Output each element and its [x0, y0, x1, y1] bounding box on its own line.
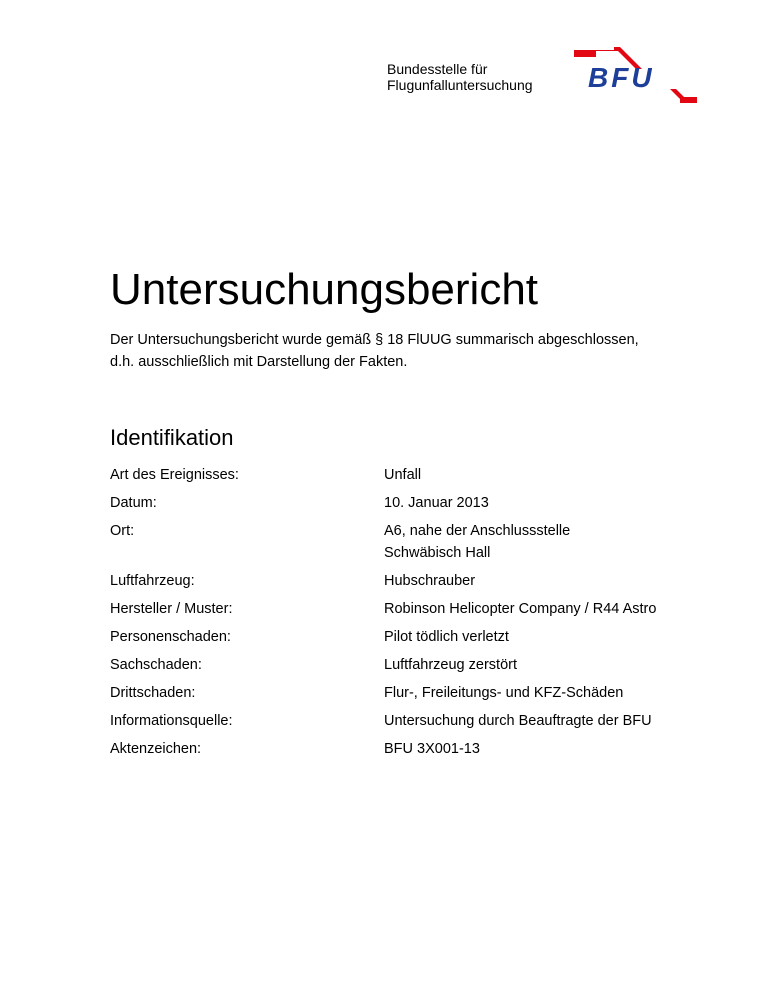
- logo-text: BFU: [588, 62, 655, 93]
- fact-value: [384, 710, 652, 732]
- fact-label: Art des Ereignisses:: [110, 467, 239, 483]
- fact-row: [110, 520, 730, 564]
- fact-value-line: Flur-, Freileitungs- und KFZ-Schäden: [384, 685, 624, 701]
- fact-value-line: Luftfahrzeug zerstört: [384, 657, 517, 673]
- fact-row: [110, 492, 730, 514]
- identification-table: [110, 464, 730, 766]
- fact-label: Aktenzeichen:: [110, 741, 202, 757]
- fact-label: Hersteller / Muster:: [110, 601, 233, 617]
- report-title: Untersuchungsbericht: [110, 265, 539, 314]
- fact-label: Drittschaden:: [110, 685, 196, 701]
- fact-value: [384, 654, 517, 676]
- fact-label: Luftfahrzeug:: [110, 573, 195, 589]
- fact-value-line: Unfall: [384, 467, 422, 483]
- fact-label: Datum:: [110, 495, 157, 511]
- fact-row: [110, 464, 730, 486]
- fact-value-line: BFU 3X001-13: [384, 741, 480, 757]
- fact-value: [384, 464, 421, 486]
- intro-text: [110, 329, 710, 373]
- fact-value-line: Pilot tödlich verletzt: [384, 629, 509, 645]
- fact-row: [110, 682, 730, 704]
- fact-value-line: Schwäbisch Hall: [384, 545, 491, 561]
- agency-name: [387, 61, 533, 93]
- fact-row: [110, 598, 730, 620]
- fact-value: [384, 682, 623, 704]
- fact-value: [384, 520, 570, 564]
- fact-value: [384, 492, 489, 514]
- fact-row: [110, 570, 730, 592]
- fact-value-line: Hubschrauber: [384, 573, 476, 589]
- fact-row: [110, 626, 730, 648]
- logo-red-top-bar: [574, 47, 620, 57]
- fact-value-line: Robinson Helicopter Company / R44 Astro: [384, 601, 657, 617]
- fact-label: Sachschaden:: [110, 657, 202, 673]
- fact-value: [384, 570, 475, 592]
- bfu-logo: [570, 45, 700, 109]
- fact-value-line: A6, nahe der Anschlussstelle: [384, 523, 571, 539]
- fact-value-line: 10. Januar 2013: [384, 495, 489, 511]
- fact-row: [110, 738, 730, 760]
- fact-value: [384, 598, 656, 620]
- fact-label: Informationsquelle:: [110, 713, 233, 729]
- fact-row: [110, 710, 730, 732]
- intro-line-2: d.h. ausschließlich mit Darstellung der Fakten.: [110, 354, 408, 370]
- logo-red-bottom-bar: [680, 97, 697, 103]
- fact-row: [110, 654, 730, 676]
- fact-value: [384, 738, 480, 760]
- fact-value-line: Untersuchung durch Beauftragte der BFU: [384, 713, 652, 729]
- fact-label: Ort:: [110, 523, 135, 539]
- intro-line-1: Der Untersuchungsbericht wurde gemäß § 18 FlUUG summarisch abgeschlossen,: [110, 332, 639, 348]
- section-title-identifikation: Identifikation: [110, 425, 234, 450]
- fact-value: [384, 626, 509, 648]
- fact-label: Personenschaden:: [110, 629, 231, 645]
- agency-name-line-2: Flugunfalluntersuchung: [387, 77, 533, 93]
- agency-name-line-1: Bundesstelle für: [387, 61, 488, 77]
